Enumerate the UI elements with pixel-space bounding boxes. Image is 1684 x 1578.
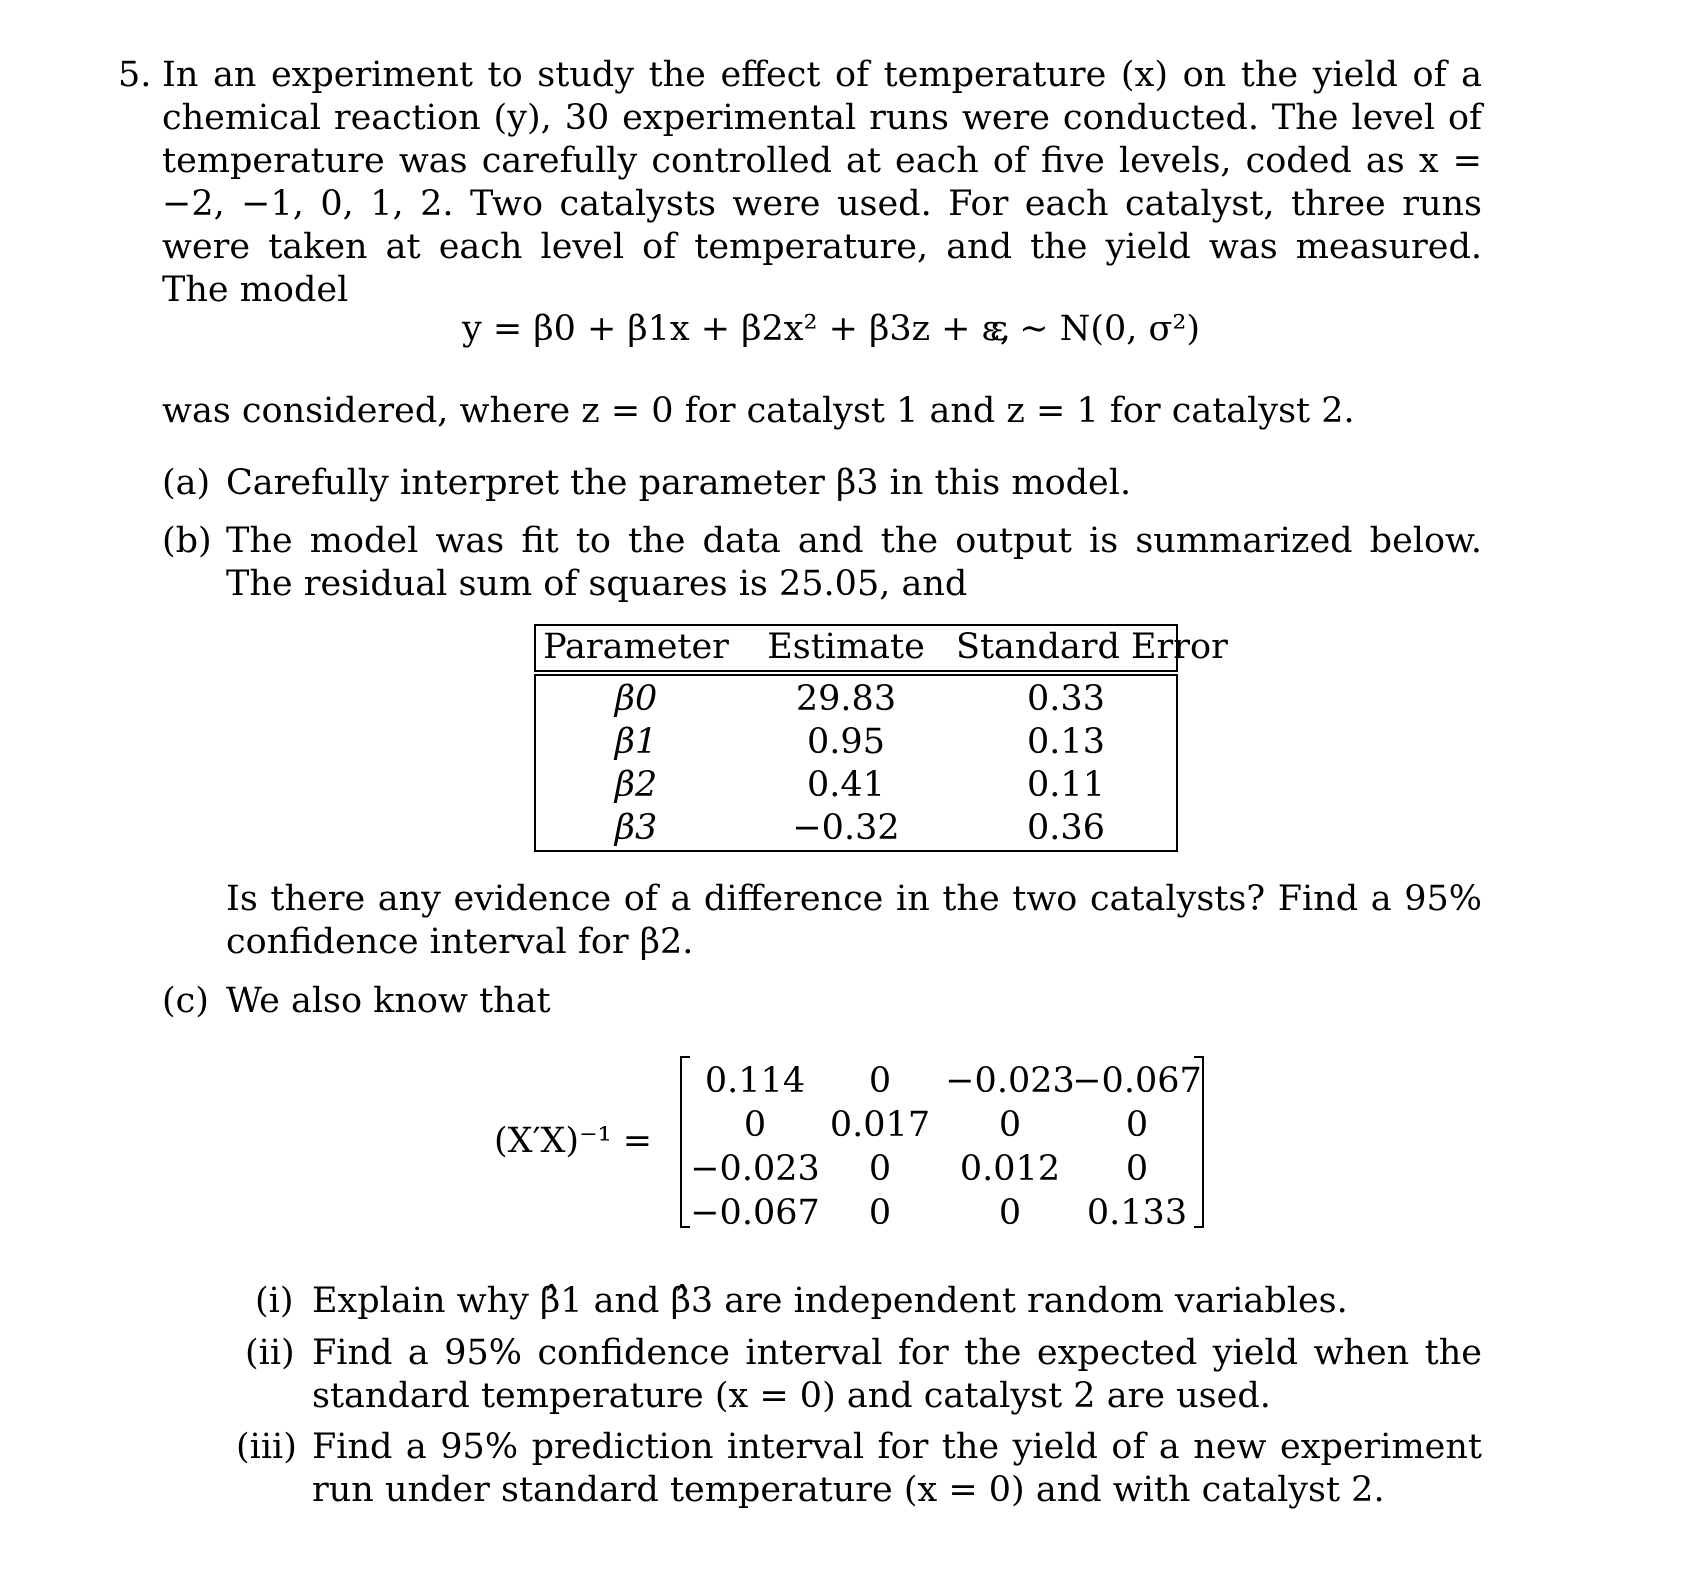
matrix-cell: −0.023 <box>690 1149 820 1189</box>
matrix-lhs: (X′X)⁻¹ = <box>494 1121 653 1161</box>
part-b-text: The model was fit to the data and the output is summarized below. The residual sum of squares is 25.05, and <box>226 521 1482 604</box>
table-se: 0.11 <box>1027 765 1105 805</box>
matrix-cell: 0.017 <box>829 1105 931 1145</box>
matrix-cell: 0 <box>1125 1149 1149 1189</box>
table-estimate: −0.32 <box>792 808 900 848</box>
matrix-cell: 0.133 <box>1086 1193 1188 1233</box>
subpart-i-label: (i) <box>255 1281 294 1321</box>
table-estimate: 0.95 <box>807 722 885 762</box>
matrix-cell: −0.067 <box>1072 1061 1202 1101</box>
parameter-table-header <box>534 624 1228 672</box>
matrix-cell: 0 <box>868 1193 892 1233</box>
problem-intro: In an experiment to study the effect of temperature (x) on the yield of a chemical reaction (y), 30 experimental runs were conducted. The level of temperature was carefully controlled at each of five levels, coded as x = −2, −1, 0, 1, 2. Two catalysts were used. For each catalyst, three runs were taken at each level of temperature, and the yield was measured. The model <box>162 55 1482 310</box>
matrix-cell: 0.114 <box>704 1061 806 1101</box>
subpart-iii-label: (iii) <box>236 1427 297 1467</box>
part-c-text: We also know that <box>226 981 551 1021</box>
header-estimate: Estimate <box>767 627 925 667</box>
part-b-label: (b) <box>162 521 212 561</box>
table-param: β0 <box>614 679 658 719</box>
table-se: 0.13 <box>1027 722 1105 762</box>
part-a-label: (a) <box>162 463 211 503</box>
matrix-cell: 0 <box>998 1105 1022 1145</box>
table-param: β2 <box>614 765 658 805</box>
part-c-label: (c) <box>162 981 209 1021</box>
parameter-table-body <box>534 674 1178 852</box>
table-estimate: 0.41 <box>807 765 885 805</box>
part-a-text: Carefully interpret the parameter β3 in this model. <box>226 463 1132 503</box>
error-distribution: ε ∼ N(0, σ²) <box>990 309 1201 349</box>
matrix-cell: 0 <box>868 1149 892 1189</box>
table-se: 0.36 <box>1027 808 1105 848</box>
matrix-cell: −0.067 <box>690 1193 820 1233</box>
model-equation: y = β0 + β1x + β2x² + β3z + ε, <box>462 309 1011 349</box>
matrix-cell: 0 <box>998 1193 1022 1233</box>
matrix-left-bracket <box>680 1056 690 1228</box>
table-param: β3 <box>614 808 658 848</box>
table-param: β1 <box>614 722 658 762</box>
matrix-cell: 0.012 <box>959 1149 1061 1189</box>
subpart-ii-label: (ii) <box>245 1333 295 1373</box>
matrix-cell: 0 <box>743 1105 767 1145</box>
matrix-cell: −0.023 <box>945 1061 1075 1101</box>
part-b-question: Is there any evidence of a difference in the two catalysts? Find a 95% confidence interval for β2. <box>226 879 1482 962</box>
table-estimate: 29.83 <box>795 679 897 719</box>
matrix-cell: 0 <box>868 1061 892 1101</box>
subpart-ii-text: Find a 95% confidence interval for the expected yield when the standard temperature (x = 0) and catalyst 2 are used. <box>312 1333 1482 1416</box>
subpart-i-text: Explain why β̂1 and β̂3 are independent random variables. <box>312 1281 1348 1321</box>
subpart-iii-text: Find a 95% prediction interval for the yield of a new experiment run under standard temperature (x = 0) and with catalyst 2. <box>312 1427 1482 1510</box>
matrix-cell: 0 <box>1125 1105 1149 1145</box>
model-considered-text: was considered, where z = 0 for catalyst 1 and z = 1 for catalyst 2. <box>162 391 1355 431</box>
header-parameter: Parameter <box>543 627 729 667</box>
header-standard-error: Standard Error <box>956 627 1228 667</box>
table-se: 0.33 <box>1027 679 1105 719</box>
problem-number: 5. <box>118 55 152 95</box>
